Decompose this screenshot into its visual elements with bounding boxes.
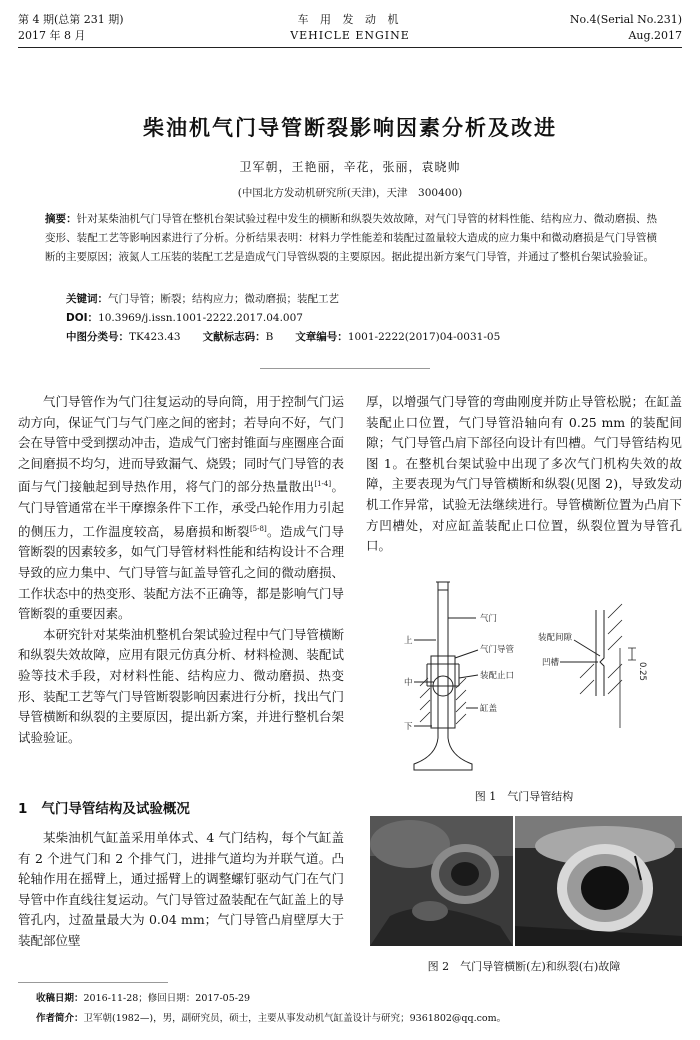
author-bio-text: 卫军朝(1982—)，男，副研究员，硕士，主要从事发动机气缸盖设计与研究；9361802@qq.com。 [83,1013,507,1024]
intro-paragraph-1: 气门导管作为气门往复运动的导向筒，用于控制气门运动方向，保证气门与气门座之间的密封；若导向不好，气门会在导管中受到摆动冲击，造成气门密封锥面与座圈座合面之间磨损不均匀，进而导致漏气、烧毁；同时气门导管的表面与气门接触起到导热作用，将气门的部分热量散出[1-4]。气门导管通常在半干摩擦条件下工作，承受凸轮作用力引起的侧压力，工作温度较高，易磨损和断裂[5-8]。造成气门导管断裂的因素较多，如气门导管材料性能和结构设计不合理导致的应力集中、气门导管与缸盖导管孔之间的微动磨损、工作状态中的热变形、装配方法不正确等，都是影响气门导管断裂的重要因素。 [18,394,344,622]
section-1-number: 1 [18,801,28,817]
affiliation: (中国北方发动机研究所(天津)，天津 300400) [237,187,463,199]
label-middle: 中 [404,678,413,688]
section-1-continued [366,392,682,557]
label-gap: 装配间隙 [538,633,573,643]
section-1-text [18,828,344,952]
label-guide: 气门导管 [480,645,515,655]
label-dimension: 0.25 [637,662,647,681]
abstract [45,210,657,267]
intro-text [18,392,344,748]
journal-name-en: VEHICLE ENGINE [290,29,410,42]
valve-stem [438,582,448,738]
abstract-divider [260,368,430,369]
article-no-value: 1001-2222(2017)04-0031-05 [347,331,501,343]
valve-head [414,738,472,770]
label-lower: 下 [404,722,413,732]
doi-text: 10.3969/j.issn.1001-2222.2017.04.007 [98,312,303,324]
paper-title: 柴油机气门导管断裂影响因素分析及改进 [143,116,557,140]
received-label: 收稿日期： [36,993,84,1004]
abstract-label: 摘要： [45,213,77,225]
author-list: 卫军朝，王艳丽，辛花，张丽，袁晓帅 [239,160,461,174]
leader-stop [459,675,478,678]
author-bio [36,1012,506,1026]
label-groove: 凹槽 [542,658,560,668]
clc-value: TK423.43 [129,331,181,343]
section-1-heading [18,797,190,817]
doi [66,310,303,326]
valve-guide-diagram [400,578,650,778]
intro-paragraph-2: 本研究针对某柴油机整机台架试验过程中气门导管横断和纵裂失效故障，应用有限元仿真分析、材料检测、装配试验等技术手段，对材料性能、结构应力、微动磨损、热变形、装配工艺等气门导管断裂影响因素进行分析，找出气门导管横断和纵裂的主要原因，提出新方案，并进行整机台架试验验证。 [18,626,344,745]
footnote-divider [18,982,168,983]
citation-2: [5-8] [249,524,267,533]
label-valve: 气门 [480,614,498,624]
received-date [36,992,250,1006]
label-head: 缸盖 [480,704,498,714]
doc-code-label: 文献标志码： [202,331,266,343]
section-1-title: 气门导管结构及试验概况 [41,801,190,817]
article-no-label: 文章编号： [295,331,348,343]
clc-label: 中图分类号： [66,331,129,343]
serial-date: Aug.2017 [628,29,682,42]
section-1-paragraph-1: 某柴油机气缸盖采用单体式、4 气门结构，每个气缸盖有 2 个进气门和 2 个排气门，进排气道均为并联气道。凸轮轴作用在摇臂上，通过摇臂上的调整螺钉驱动气门在气门导管中作直线往复运动。气门导管过盈装配在气缸盖上的导管孔内，过盈量最大为 0.04 mm；气门导管凸肩壁厚大于装配部位壁 [18,830,344,948]
detail-view [560,604,636,728]
figure-2-caption: 图 2 气门导管横断(左)和纵裂(右)故障 [427,960,621,973]
label-upper: 上 [404,636,413,646]
journal-name-cn: 车 用 发 动 机 [297,13,403,26]
issue-date: 2017 年 8 月 [18,29,86,42]
leader-guide [455,650,478,658]
issue-number: 第 4 期(总第 231 期) [18,13,124,26]
section-1-paragraph-2: 厚，以增强气门导管的弯曲刚度并防止导管松脱；在缸盖装配止口位置，气门导管沿轴向有 0.25 mm 的装配间隙；气门导管凸肩下部径向设计有凹槽。气门导管结构见图 1。在整机台架试验中出现了多次气门机构失效的故障，主要表现为气门导管横断和纵裂(见图 2)，导致发动机工作异常，试验无法继续进行。导管横断位置为凸肩下方凹槽处，对应缸盖装配止口位置，纵裂位置为导管孔口。 [366,394,682,554]
abstract-text: 针对某柴油机气门导管在整机台架试验过程中发生的横断和纵裂失效故障，对气门导管的材料性能、结构应力、微动磨损、热变形、装配工艺等影响因素进行了分析。分析结果表明：材料力学性能差和装配过盈量较大造成的应力集中和微动磨损是气门导管横断的主要原因；液氮人工压装的装配工艺是造成气门导管纵裂的主要原因。据此提出新方案气门导管，并通过了整机台架试验验证。 [45,213,658,263]
keywords-text: 气门导管；断裂；结构应力；微动磨损；装配工艺 [108,293,339,305]
author-bio-label: 作者简介： [36,1013,84,1024]
keywords [66,291,339,307]
header-divider [18,47,682,48]
label-stop: 装配止口 [480,671,515,681]
doc-code-value: B [265,331,274,343]
keywords-label: 关键词： [66,293,108,305]
classification-line [66,329,500,345]
citation-1: [1-4] [314,480,332,489]
received-text: 2016-11-28；修回日期：2017-05-29 [83,993,251,1004]
guide-shoulder [427,664,459,686]
doi-label: DOI： [66,312,99,324]
longitudinal-crack-photo [515,816,682,946]
figure-1-caption: 图 1 气门导管结构 [474,790,574,803]
journal-serial-info [570,12,682,44]
transverse-fracture-photo [370,816,513,946]
serial-number: No.4(Serial No.231) [569,13,682,26]
